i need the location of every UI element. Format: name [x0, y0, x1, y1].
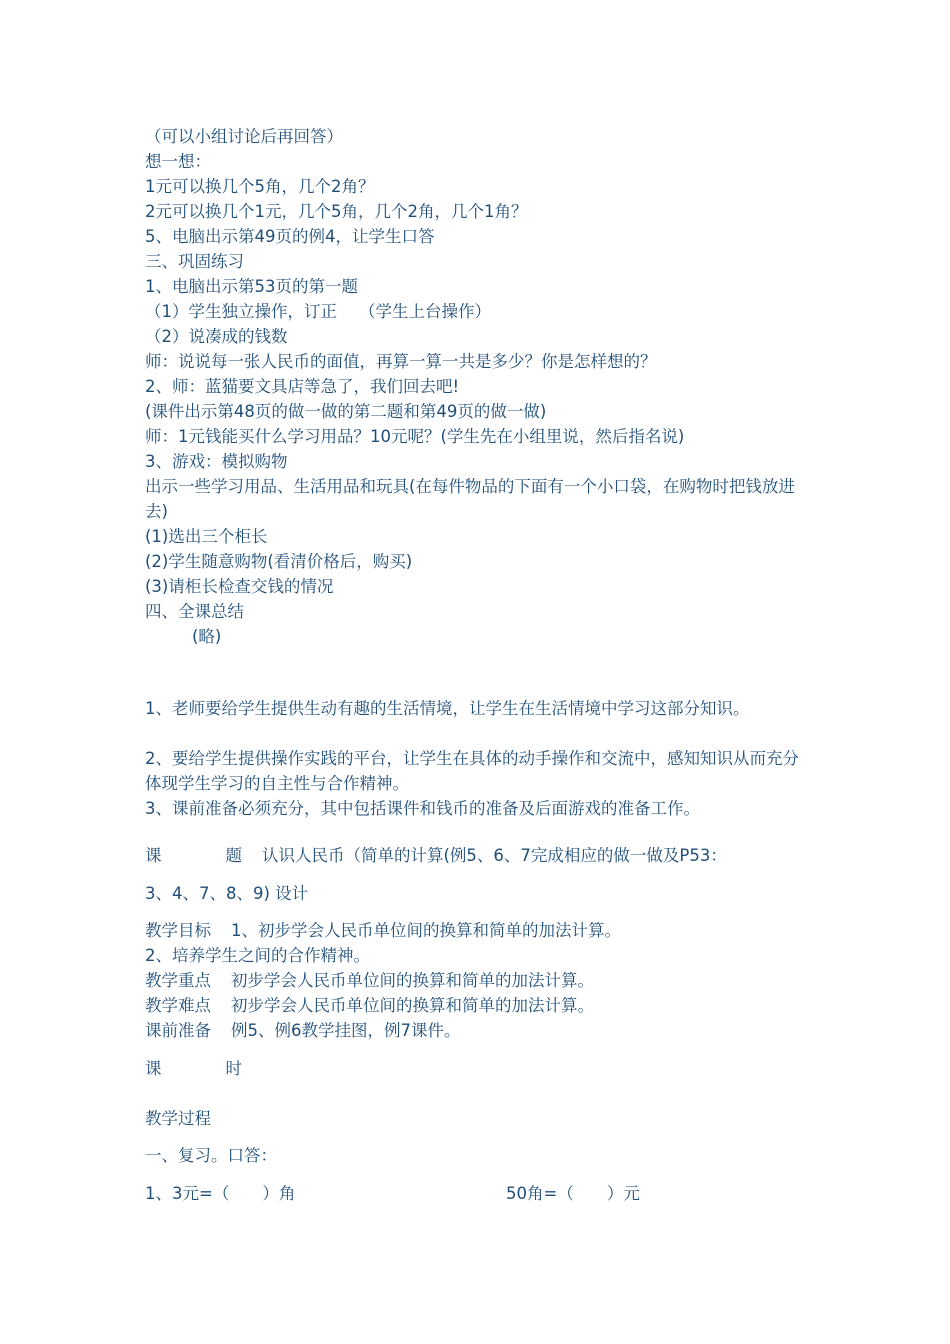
text-line: 2、师：蓝猫要文具店等急了，我们回去吧!: [145, 377, 460, 396]
field-label: 教学难点: [145, 996, 211, 1015]
goal-line: [145, 1018, 461, 1043]
text-segment: 题: [225, 846, 242, 865]
field-label: 课前准备: [145, 1021, 211, 1040]
goal-line: [145, 993, 594, 1018]
lesson-hours-line: [145, 1056, 242, 1081]
goal-line: [145, 918, 621, 943]
field-value: 1、初步学会人民币单位间的换算和简单的加法计算。: [231, 921, 621, 940]
text-line: [145, 299, 491, 324]
text-line: (1)选出三个柜长: [145, 527, 268, 546]
text-line: (2)学生随意购物(看清价格后，购买): [145, 552, 413, 571]
field-value: 例5、例6教学挂图，例7课件。: [231, 1021, 461, 1040]
field-value: 初步学会人民币单位间的换算和简单的加法计算。: [231, 971, 594, 990]
exercise-line: [145, 1181, 295, 1206]
text-line: 1元可以换几个5角，几个2角？: [145, 177, 375, 196]
text-segment: 课: [145, 1059, 162, 1078]
text-line: （2）说凑成的钱数: [145, 327, 288, 346]
text-paragraph: 出示一些学习用品、生活用品和玩具(在每件物品的下面有一个小口袋，在购物时把钱放进去): [145, 477, 795, 521]
text-line: 师：说说每一张人民币的面值，再算一算一共是多少？你是怎样想的？: [145, 352, 657, 371]
text-line: 想一想：: [145, 152, 211, 171]
goal-line: [145, 968, 594, 993]
text-line: 3、游戏：模拟购物: [145, 452, 288, 471]
field-label: 教学重点: [145, 971, 211, 990]
field-label: 教学目标: [145, 921, 211, 940]
text-line: 1、电脑出示第53页的第一题: [145, 277, 358, 296]
text-line: (略): [192, 627, 222, 646]
reflection-paragraph: 3、课前准备必须充分，其中包括课件和钱币的准备及后面游戏的准备工作。: [145, 799, 700, 818]
text-line: (3)请柜长检查交钱的情况: [145, 577, 334, 596]
text-line: 师：1元钱能买什么学习用品？10元呢？(学生先在小组里说，然后指名说): [145, 427, 685, 446]
text-segment: 时: [225, 1059, 242, 1078]
section-heading: 一、复习。口答：: [145, 1146, 277, 1165]
text-segment: （1）学生独立操作，订正: [145, 302, 337, 321]
text-segment: （学生上台操作）: [359, 302, 491, 321]
lesson-title-line: 3、4、7、8、9) 设计: [145, 884, 309, 903]
goal-line: 2、培养学生之间的合作精神。: [145, 946, 370, 965]
reflection-paragraph: 1、老师要给学生提供生动有趣的生活情境，让学生在生活情境中学习这部分知识。: [145, 699, 750, 718]
exercise-item: 1、3元=（ ）角: [145, 1184, 296, 1203]
lesson-title-line: [145, 843, 727, 868]
reflection-paragraph: 2、要给学生提供操作实践的平台，让学生在具体的动手操作和交流中，感知知识从而充分体现学生学习的自主性与合作精神。: [145, 749, 799, 793]
text-segment: 课: [145, 846, 162, 865]
field-value: 初步学会人民币单位间的换算和简单的加法计算。: [231, 996, 594, 1015]
exercise-line: [506, 1181, 640, 1206]
exercise-item: 50角=（ ）元: [506, 1184, 640, 1203]
section-heading: 三、巩固练习: [145, 252, 244, 271]
text-line: 2元可以换几个1元，几个5角，几个2角，几个1角？: [145, 202, 528, 221]
text-line: （可以小组讨论后再回答）: [145, 127, 343, 146]
section-heading: 四、全课总结: [145, 602, 244, 621]
text-line: (课件出示第48页的做一做的第二题和第49页的做一做): [145, 402, 547, 421]
lesson-title: 认识人民币（简单的计算(例5、6、7完成相应的做一做及P53：: [262, 846, 727, 865]
text-line: 5、电脑出示第49页的例4，让学生口答: [145, 227, 435, 246]
section-heading: 教学过程: [145, 1109, 211, 1128]
